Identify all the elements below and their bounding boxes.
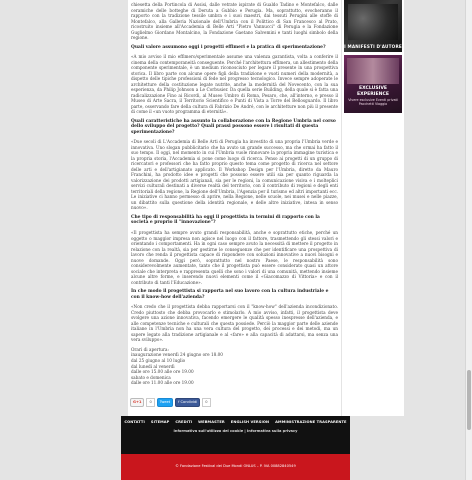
footer-link-webmaster[interactable]: WEBMASTER [198,420,225,424]
opening-hours [131,347,338,386]
footer-link-sitemap[interactable]: SITEMAP [150,420,170,424]
footer-nav [121,416,350,454]
manifesti-banner-label: I MANIFESTI D'AUTORE [344,44,402,49]
footer-bottom-bar [121,454,350,480]
share-bar [130,398,211,407]
opening-hours-heading: Orari di apertura: [131,346,169,352]
interview-question: In che modo il progettista si rapporta nel suo lavoro con la cultura industriale e con il know-how dell'azienda? [131,289,329,300]
experience-image [347,58,399,84]
article-paragraph: «Due secoli di L'Accademia di Belle Arti di Perugia ha investito di una propria l'Umbria verde e innovativa. Uno slogan pubblicitario che ha avuto un grande successo, ma che ormai ha fatto il suo tempo. Il oggi, nel momento in cui l'Umbria vuole rinnovare la propria immagine turistica e la propria storia, l'Accademia si pone come luogo di ricerca. Penso ai progetti di un gruppo di ricercatori e professori che ha fatto proprio questo tema come progetto di ricerca nel settore delle arti e dell'artigianato applicato. Il Workshop Design per l'Umbria, diretto da Mauro Franchini, ha prodotto idee e progetti che possono essere utili sia per quanto riguarda la valorizzazione dei prodotti artigianali, sia per le regioni, la comunicazione visiva e i molteplici servizi culturali destinati a diverse realtà del territorio, con il contributo di regioni e degli enti territoriali della regione, la Regione dell'Umbria, l'Agenzia per il turismo ed altri importanti ecc. Le iniziative ci hanno permesso di aprire, nella Regione, nelle scuole, nei musei e nelle piazze, un dibattito sulla questione della identità regionale, e delle altre iniziative, intesa in senso nuovo». [131,139,338,211]
page-scrollbar[interactable] [465,0,472,480]
footer-link-english[interactable]: ENGLISH VERSION [230,420,270,424]
facebook-share-button[interactable]: f Condividi [175,398,200,407]
scrollbar-thumb[interactable] [467,370,471,430]
sidebar [342,0,404,416]
footer-info-links[interactable]: Informativa sull'utilizzo dei cookie | Informativa sulla privacy [173,429,298,433]
experience-banner-subtitle: Vivere esclusive Eventi privati Pacchetti Viaggio [348,98,398,106]
footer-links [121,420,350,424]
article-paragraph: «A mio avviso il mio effimero/sperimentale assume una valenza garantista, volta a conferire il cinema della contemporaneità conseguente. Perché l'architettura effimera, un allestimento della componente sperimentale, è un medium riconosciuto per legare il presente in una prospettiva storica. Il libro parte con alcune opere figli della tradizione e vuoti numeri della modernità, a dispetto delle tipiche professioni di fede nel progresso tecnologico. Invece sempre adoperate le architetture della costituzione legate nutrite, anche la modernità del Novecento, con la sua esperienza, da Philip Johnson a Le Corbusier. Da quella serie Building, della quale si è fatta una radicalizzazione Fino ai Ricordi, al Museo Umbro di Roma, Pesaro, che, all'interno, e presso il Museo di Arte Sacra, il Territorio Scientifico e Punti di Vista a Torre del Bellosguardo. Il libro parte, osservando fare della cultura di Fabrizio De André, con le architetture non più il presente di come il «un vuoto programma di eternità». [131,54,338,115]
copyright-text: © Fondazione Festival dei Due Mondi ONLUS – P. IVA 00882840549 [175,464,296,468]
interview-question: Quali caratteristiche ha assunto la collaborazione con la Regione Umbria nel corso dello sviluppo del progetto? Quali prassi possono essere i risultati di questa sperimentazione? [131,118,336,135]
experience-banner-title: EXCLUSIVE EXPERIENCE [357,86,389,97]
article-text [128,0,341,386]
manifesti-artwork [348,4,398,40]
interview-question: Quali valore assumono oggi i progetti effimeri e la pratica di sperimentazione? [131,44,326,50]
google-plus-button[interactable]: G+1 [130,398,144,407]
article-paragraph: «Non credo che il progettista debba rapportarsi con il "know-how" dell'azienda incondizionato. Credo piuttosto che debba provocarlo e stimolarlo. A mio avviso, infatti, il progettista deve svolgere una azione innovativa, facendo emergere le qualità spesso inespresse dell'azienda, e alle competenze tecniche e culturali che questa possiede. Perciò la maggior parte delle aziende italiane in l'Umbria non ha una vera cultura del progetto, dei processi e dei metodi, ma un sapere legato alla tradizione artigianale e al «fare» e alla capacità di adattarsi, ma senza una vera sviluppo». [131,304,338,343]
footer-link-crediti[interactable]: CREDITI [175,420,193,424]
opening-hours-line: dal 25 giugno al 10 luglio [131,357,186,363]
opening-hours-line: inaugurazione venerdì 24 giugno ore 18.00 [131,352,223,358]
article-paragraph: chiesetta della Portincola di Assisi, dalle vetrate ispirate di Gualdo Tadino e Montefalco, dalle ceramiche delle botteghe di Deruta a Gubbio e Perugia. Ma, soprattutto, evocheranno il rapporto con la tradizione tessile umbra e i suoi maestri, dai tessuti Perugini alle stoffe di Montefalco, alla Galleria Nazionale dell'Umbria con il Polittico di San Francesco al Prato, ricostruito insieme all'Accademia di Belle Arti "Pietro Vannucci" di Perugia e la Fondazione Guglielmo Giordano Montalcino, la Fondazione Gaetano Salvemini e tanti luoghi simbolo della regione. [131,2,338,40]
footer-link-amministrazione[interactable]: AMMINISTRAZIONE TRASPARENTE [275,420,347,424]
article-paragraph: «Il progettista ha sempre avuto grandi responsabilità, anche e soprattutto etiche, perché un oggetto o maggior impresa non agisce nel luogo con il fattore, trasmettendo gli stessi valori e orientando i comportamenti. Ha in ogni caso sempre avuto la necessità di mettere il progetto in relazione con la realtà, sia per gestirne le conseguenze che per identificare una prospettiva di lavoro che renda il progettista capace di rispondere con soluzioni innovative a nuovi bisogni e nuove domande. Oggi però, soprattutto nel nostro Paese, le responsabilità sono considerevolmente aumentate, tanto che il progettista può essere considerato quasi un attore sociale che interpreta e rappresenta quelli che sono i valori di una comunità, mettendo insieme alcune altre forme, e inserendo nuovi elementi come il «Giacomazzo di Vittoria» e con il contributo di tanti l'Educazione». [131,230,338,285]
tweet-button[interactable]: Tweet [157,398,173,407]
google-plus-count: 0 [146,398,154,407]
opening-hours-line: dal lunedì al venerdì [131,363,175,369]
interview-question: Che tipo di responsabilità ha oggi il progettista in termini di rapporto con la società e proprio il "innovazione"? [131,214,320,226]
facebook-share-count: 0 [202,398,210,407]
manifesti-banner[interactable] [344,0,402,52]
article-content [128,0,341,416]
opening-hours-line: sabato e domenica [131,374,171,380]
exclusive-experience-banner[interactable] [344,55,402,113]
footer-link-contatti[interactable]: CONTATTI [124,420,145,424]
opening-hours-line: dalle ore 11.00 alle ore 19.00 [131,380,194,386]
opening-hours-line: dalle ore 15.00 alle ore 19.00 [131,369,194,375]
